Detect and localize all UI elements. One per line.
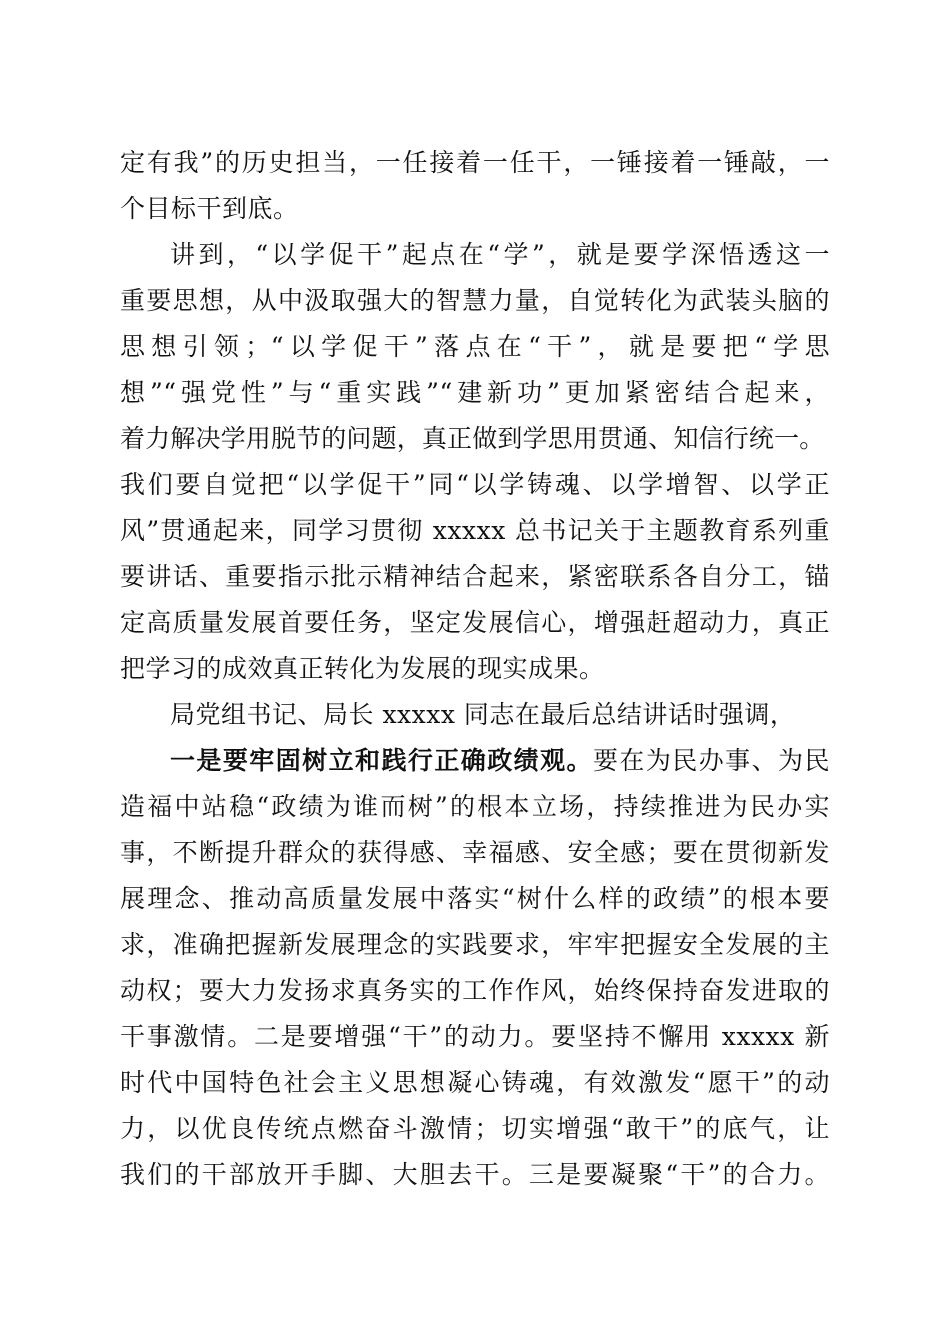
paragraph-4-line-1: [120, 738, 830, 784]
paragraph-2-line-3: 思想引领；“以学促干”落点在“干”，就是要把“学思: [120, 332, 830, 361]
paragraph-1-line-2: 个目标干到底。: [120, 194, 299, 223]
document-body: [120, 140, 830, 1198]
paragraph-2-line-2: 重要思想，从中汲取强大的智慧力量，自觉转化为武装头脑的: [120, 286, 830, 315]
paragraph-2-line-9: 定高质量发展首要任务，坚定发展信心，增强赶超动力，真正: [120, 608, 830, 637]
paragraph-4-lead-heading: 一是要牢固树立和践行正确政绩观。: [170, 746, 593, 775]
paragraph-4-line-3: 事，不断提升群众的获得感、幸福感、安全感；要在贯彻新发: [120, 838, 830, 867]
paragraph-4-line-6: 动权；要大力发扬求真务实的工作作风，始终保持奋发进取的: [120, 976, 830, 1005]
paragraph-2-line-8: 要讲话、重要指示批示精神结合起来，紧密联系各自分工，锚: [120, 562, 830, 591]
paragraph-2-line-1: 讲到，“以学促干”起点在“学”，就是要学深悟透这一: [170, 240, 830, 269]
paragraph-4-lead-text: 要在为民办事、为民: [592, 746, 830, 775]
paragraph-2-line-4: 想”“强党性”与“重实践”“建新功”更加紧密结合起来，: [120, 378, 830, 407]
paragraph-1-line-1: 定有我”的历史担当，一任接着一任干，一锤接着一锤敲，一: [120, 148, 830, 177]
paragraph-4-line-5: 求，准确把握新发展理念的实践要求，牢牢把握安全发展的主: [120, 930, 830, 959]
paragraph-2-line-5: 着力解决学用脱节的问题，真正做到学思用贯通、知信行统一。: [120, 424, 825, 453]
paragraph-4-line-2: 造福中站稳“政绩为谁而树”的根本立场，持续推进为民办实: [120, 792, 830, 821]
paragraph-4-line-10: 我们的干部放开手脚、大胆去干。三是要凝聚“干”的合力。: [120, 1160, 830, 1189]
paragraph-2-line-6: 我们要自觉把“以学促干”同“以学铸魂、以学增智、以学正: [120, 470, 830, 499]
paragraph-4-line-7: 干事激情。二是要增强“干”的动力。要坚持不懈用 xxxxx 新: [120, 1022, 830, 1051]
paragraph-2-line-7: 风”贯通起来，同学习贯彻 xxxxx 总书记关于主题教育系列重: [120, 516, 830, 545]
paragraph-4-line-8: 时代中国特色社会主义思想凝心铸魂，有效激发“愿干”的动: [120, 1068, 830, 1097]
paragraph-4-line-4: 展理念、推动高质量发展中落实“树什么样的政绩”的根本要: [120, 884, 830, 913]
paragraph-4-line-9: 力，以优良传统点燃奋斗激情；切实增强“敢干”的底气，让: [120, 1114, 830, 1143]
paragraph-2-line-10: 把学习的成效真正转化为发展的现实成果。: [120, 654, 605, 683]
paragraph-3-line-1: 局党组书记、局长 xxxxx 同志在最后总结讲话时强调，: [170, 700, 796, 729]
